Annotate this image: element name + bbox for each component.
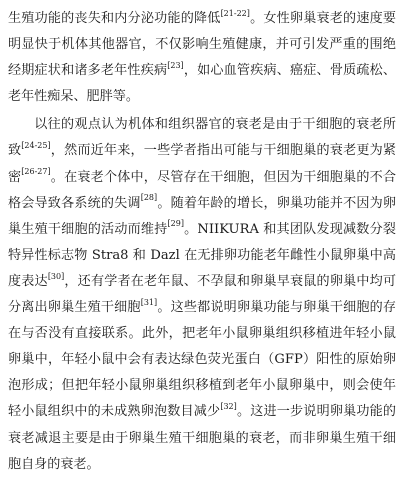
citation-reference: [30] <box>47 271 65 281</box>
paragraph-text: 生殖功能的丧失和内分泌功能的降低 <box>8 11 221 26</box>
paragraph-text: 。随着年龄的增长，卵巢功能并不因为卵巢生殖干细胞的活动而维持 <box>8 195 397 237</box>
paragraph-text: 。NIIKURA 和其团队发现减数分裂特异性标志物 Stra8 和 Dazl 在无排卵功能老年雌性小鼠卵巢中高度表达 <box>8 221 396 289</box>
citation-reference: [28] <box>140 193 158 203</box>
paragraph-text: ，如心血管疾病、癌症、骨质疏松、老年性痴呆、肥胖等。 <box>8 63 397 105</box>
citation-reference: [31] <box>140 297 158 307</box>
paper-page <box>8 6 396 478</box>
citation-reference: [21-22] <box>220 8 250 18</box>
paragraph-text: 以往的观点认为机体和组织器官的衰老是由于干细胞的衰老所致 <box>8 117 396 159</box>
paragraph-text: ，然而近年来，一些学者指出可能与干细胞巢的衰老更为紧密 <box>8 143 397 185</box>
paragraph-text: ，还有学者在老年鼠、不孕鼠和卵巢早衰鼠的卵巢中均可分离出卵巢生殖干细胞 <box>8 273 396 316</box>
citation-reference: [32] <box>220 402 237 412</box>
citation-reference: [29] <box>167 219 184 229</box>
citation-reference: [26-27] <box>21 167 51 177</box>
paragraph-stem-cell-niche <box>8 112 396 477</box>
citation-reference: [24-25] <box>21 141 51 151</box>
paragraph-ovarian-aging-intro <box>8 6 396 110</box>
paragraph-text: 。女性卵巢衰老的速度要明显快于机体其他器官，不仅影响生殖健康，并可引发严重的围绝经期症状和诸多老年性疾病 <box>8 11 397 79</box>
paragraph-text: 。这进一步说明卵巢功能的衰老减退主要是由于卵巢生殖干细胞巢的衰老，而非卵巢生殖干细胞自身的衰老。 <box>8 404 397 472</box>
citation-reference: [23] <box>167 60 184 70</box>
paragraph-text: 。这些都说明卵巢功能与卵巢干细胞的存在与否没有直接联系。此外，把老年小鼠卵巢组织移植进年轻小鼠卵巢中，年轻小鼠中会有表达绿色荧光蛋白（GFP）阳性的原始卵泡形成；但把年轻小鼠卵巢组织移植到老年小鼠卵巢中，则会使年轻小鼠组织中的未成熟卵泡数目减少 <box>8 300 397 420</box>
paragraph-text: 。在衰老个体中，尽管存在干细胞，但因为干细胞巢的不合格会导致各系统的失调 <box>8 169 397 211</box>
